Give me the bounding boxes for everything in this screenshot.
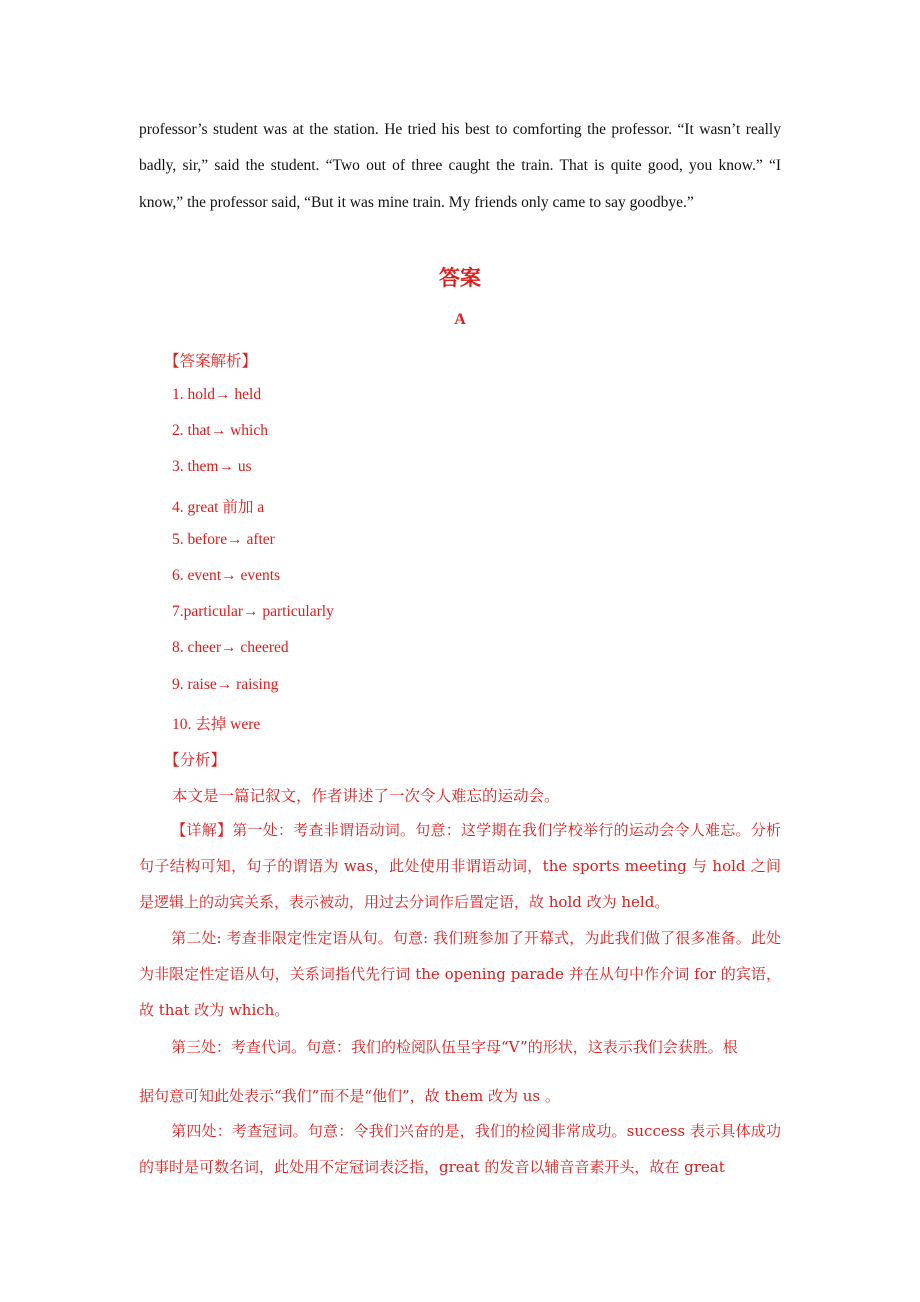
detail-paragraph-2: 第二处: 考查非限定性定语从句。句意: 我们班参加了开幕式，为此我们做了很多准备。此处为非限定性定语从句，关系词指代先行词 the opening parade 并在从句中作介词 for 的宾语，故 that 改为 which。	[139, 929, 781, 1019]
answer-item: 1. hold→ held	[172, 386, 262, 403]
answer-item: 5. before→ after	[172, 531, 275, 548]
section-letter: A	[454, 311, 466, 328]
answer-item: 8. cheer→ cheered	[172, 639, 289, 656]
detail-paragraph-4: 第四处：考查冠词。句意：令我们兴奋的是，我们的检阅非常成功。success 表示具体成功的事时是可数名词，此处用不定冠词表泛指，great 的发音以辅音音素开头，故在 great	[139, 1122, 781, 1176]
summary-text: 本文是一篇记叙文，作者讲述了一次令人难忘的运动会。	[172, 788, 560, 805]
answer-title: 答案	[439, 266, 481, 290]
answer-item: 7.particular→ particularly	[172, 603, 334, 620]
answer-item: 6. event→ events	[172, 567, 281, 584]
detail-paragraph-3b: 据句意可知此处表示“我们”而不是“他们”，故 them 改为 us 。	[139, 1087, 560, 1105]
answer-item: 9. raise→ raising	[172, 676, 279, 693]
detail-paragraph-3a: 第三处：考查代词。句意：我们的检阅队伍呈字母“V”的形状，这表示我们会获胜。根	[171, 1038, 738, 1056]
answer-item: 3. them→ us	[172, 458, 252, 475]
detail-paragraph-1: 【详解】第一处：考查非谓语动词。句意：这学期在我们学校举行的运动会令人难忘。分析句子结构可知，句子的谓语为 was，此处使用非谓语动词，the sports meeting 与 hold 之间是逻辑上的动宾关系，表示被动，用过去分词作后置定语，故 hold 改为 held。	[139, 821, 781, 911]
answer-item: 4. great 前加 a	[172, 499, 265, 516]
fenxi-heading: 【分析】	[164, 752, 227, 769]
passage-paragraph: professor’s student was at the station. He tried his best to comforting the professor. “It wasn’t really badly, sir,” said the student. “Two out of three caught the train. That is quite good, you know.” “I know,” the professor said, “But it was mine train. My friends only came to say goodbye.”	[139, 121, 781, 211]
answer-item: 10. 去掉 were	[172, 716, 261, 733]
analysis-heading: 【答案解析】	[164, 353, 258, 370]
answer-item: 2. that→ which	[172, 422, 268, 439]
